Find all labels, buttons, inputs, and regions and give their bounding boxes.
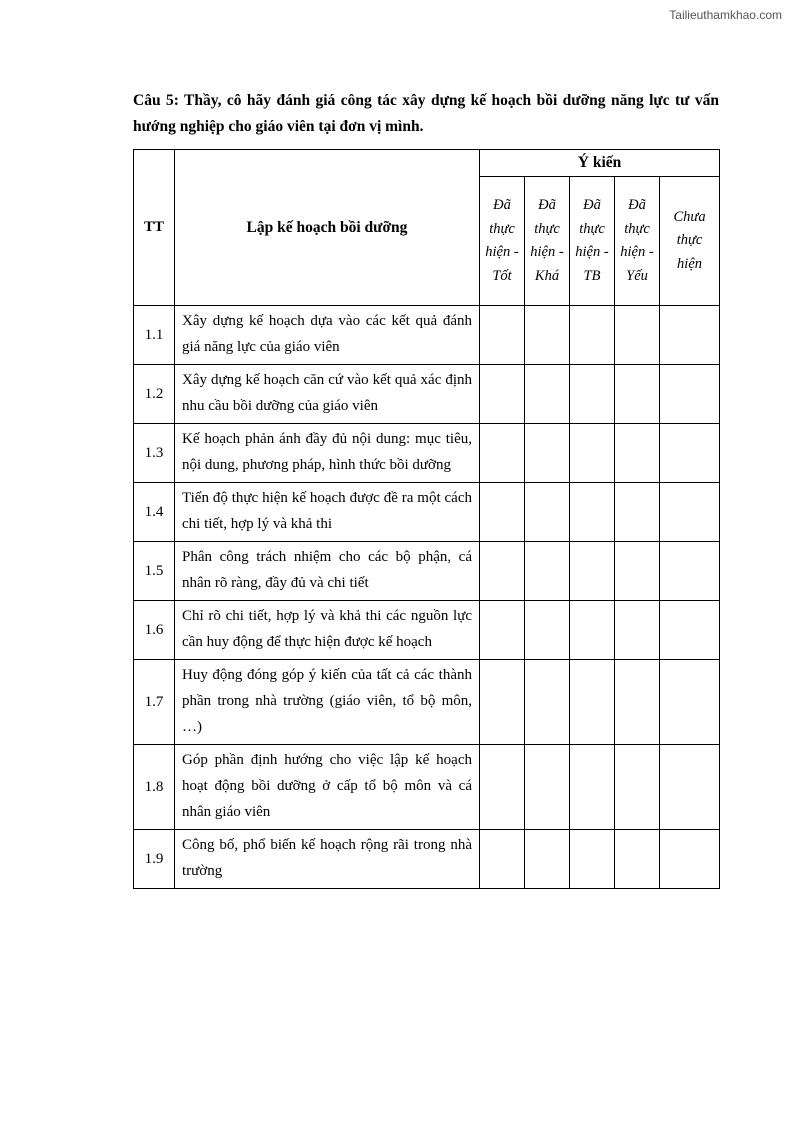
- rating-cell: [615, 483, 660, 542]
- row-number: 1.8: [134, 745, 175, 830]
- table-row: [134, 745, 720, 830]
- rating-cell: [570, 424, 615, 483]
- table-row: [134, 306, 720, 365]
- rating-cell: [570, 483, 615, 542]
- rating-cell: [570, 542, 615, 601]
- row-label: Công bố, phổ biến kế hoạch rộng rãi trong nhà trường: [175, 830, 480, 889]
- rating-cell: [525, 483, 570, 542]
- rating-cell: [525, 542, 570, 601]
- row-number: 1.9: [134, 830, 175, 889]
- row-number: 1.5: [134, 542, 175, 601]
- row-label: Góp phần định hướng cho việc lập kế hoạch hoạt động bồi dưỡng ở cấp tổ bộ môn và cá nhân giáo viên: [175, 745, 480, 830]
- rating-cell: [615, 660, 660, 745]
- document-content: [133, 88, 719, 889]
- rating-cell: [480, 542, 525, 601]
- row-label: Kế hoạch phản ánh đầy đủ nội dung: mục tiêu, nội dung, phương pháp, hình thức bồi dưỡng: [175, 424, 480, 483]
- row-number: 1.3: [134, 424, 175, 483]
- col-header-plan: Lập kế hoạch bồi dưỡng: [175, 150, 480, 306]
- rating-cell: [615, 745, 660, 830]
- row-label: Xây dựng kế hoạch căn cứ vào kết quả xác định nhu cầu bồi dưỡng của giáo viên: [175, 365, 480, 424]
- rating-cell: [480, 424, 525, 483]
- table-row: [134, 660, 720, 745]
- table-row: [134, 365, 720, 424]
- rating-cell: [660, 830, 720, 889]
- rating-cell: [570, 830, 615, 889]
- row-number: 1.2: [134, 365, 175, 424]
- row-label: Tiến độ thực hiện kế hoạch được đề ra một cách chi tiết, hợp lý và khả thi: [175, 483, 480, 542]
- rating-cell: [480, 483, 525, 542]
- row-label: Xây dựng kế hoạch dựa vào các kết quả đánh giá năng lực của giáo viên: [175, 306, 480, 365]
- row-number: 1.4: [134, 483, 175, 542]
- rating-cell: [570, 365, 615, 424]
- survey-table-body: [134, 306, 720, 889]
- row-label: Chỉ rõ chi tiết, hợp lý và khả thi các nguồn lực cần huy động để thực hiện được kế hoạch: [175, 601, 480, 660]
- table-row: [134, 601, 720, 660]
- rating-cell: [525, 830, 570, 889]
- rating-cell: [615, 830, 660, 889]
- survey-table: [133, 149, 720, 889]
- rating-cell: [660, 745, 720, 830]
- rating-cell: [525, 660, 570, 745]
- table-row: [134, 542, 720, 601]
- rating-cell: [660, 483, 720, 542]
- rating-cell: [525, 745, 570, 830]
- rating-cell: [615, 542, 660, 601]
- rating-cell: [525, 365, 570, 424]
- table-row: [134, 483, 720, 542]
- rating-cell: [525, 424, 570, 483]
- table-row: [134, 830, 720, 889]
- rating-cell: [615, 601, 660, 660]
- site-watermark-link[interactable]: Tailieuthamkhao.com: [669, 8, 782, 22]
- col-header-rating-3: Đã thực hiện - TB: [570, 177, 615, 306]
- row-number: 1.1: [134, 306, 175, 365]
- rating-cell: [525, 306, 570, 365]
- rating-cell: [480, 660, 525, 745]
- rating-cell: [570, 745, 615, 830]
- header-row-top: [134, 150, 720, 177]
- rating-cell: [480, 745, 525, 830]
- rating-cell: [615, 365, 660, 424]
- row-number: 1.6: [134, 601, 175, 660]
- rating-cell: [660, 660, 720, 745]
- rating-cell: [660, 542, 720, 601]
- col-header-rating-2: Đã thực hiện - Khá: [525, 177, 570, 306]
- question-title: Câu 5: Thầy, cô hãy đánh giá công tác xây dựng kế hoạch bồi dưỡng năng lực tư vấn hướng nghiệp cho giáo viên tại đơn vị mình.: [133, 92, 719, 135]
- rating-cell: [570, 601, 615, 660]
- col-header-rating-4: Đã thực hiện - Yếu: [615, 177, 660, 306]
- rating-cell: [660, 306, 720, 365]
- rating-cell: [660, 424, 720, 483]
- col-header-tt: TT: [134, 150, 175, 306]
- rating-cell: [480, 365, 525, 424]
- rating-cell: [615, 424, 660, 483]
- rating-cell: [480, 306, 525, 365]
- rating-cell: [660, 601, 720, 660]
- rating-cell: [570, 660, 615, 745]
- rating-cell: [660, 365, 720, 424]
- rating-cell: [480, 830, 525, 889]
- rating-cell: [615, 306, 660, 365]
- row-label: Phân công trách nhiệm cho các bộ phận, cá nhân rõ ràng, đầy đủ và chi tiết: [175, 542, 480, 601]
- col-header-opinion: Ý kiến: [480, 150, 720, 177]
- rating-cell: [480, 601, 525, 660]
- rating-cell: [570, 306, 615, 365]
- row-label: Huy động đóng góp ý kiến của tất cả các thành phần trong nhà trường (giáo viên, tổ bộ môn, …): [175, 660, 480, 745]
- row-number: 1.7: [134, 660, 175, 745]
- col-header-rating-5: Chưa thực hiện: [660, 177, 720, 306]
- table-row: [134, 424, 720, 483]
- rating-cell: [525, 601, 570, 660]
- col-header-rating-1: Đã thực hiện - Tốt: [480, 177, 525, 306]
